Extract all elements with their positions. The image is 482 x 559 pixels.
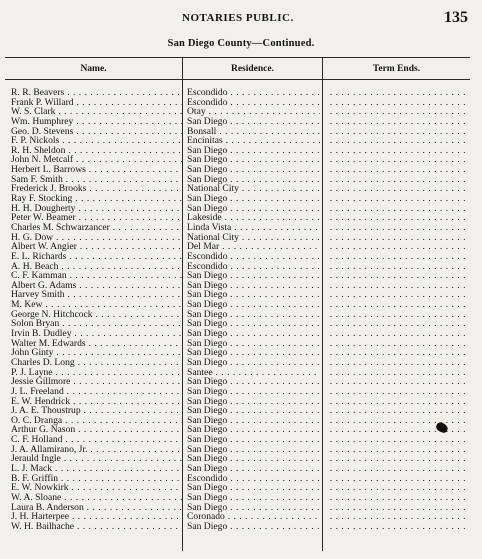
table-row <box>5 107 470 117</box>
cell-residence: San Diego . . . <box>187 194 320 204</box>
cell-residence: San Diego . . . <box>187 310 320 320</box>
cell-residence: San Diego . . . <box>187 329 320 339</box>
cell-term <box>327 348 466 358</box>
cell-name: R. R. Beavers . . . <box>11 88 182 98</box>
table-row <box>5 242 470 252</box>
page-header <box>0 9 482 28</box>
cell-term <box>327 445 466 455</box>
notaries-table <box>5 57 470 551</box>
table-row <box>5 127 470 137</box>
cell-term <box>327 107 466 117</box>
cell-residence: Escondido . . . <box>187 262 320 272</box>
table-row <box>5 146 470 156</box>
cell-name: O. C. Dranga . . . <box>11 416 182 426</box>
table-row <box>5 435 470 445</box>
cell-term <box>327 146 466 156</box>
cell-residence: Del Mar . . . <box>187 242 320 252</box>
cell-residence: San Diego . . . <box>187 522 320 532</box>
table-row <box>5 223 470 233</box>
cell-term <box>327 435 466 445</box>
cell-name: Herbert L. Barrows . . . <box>11 165 182 175</box>
cell-name: Irvin B. Dudley . . . <box>11 329 182 339</box>
table-row <box>5 98 470 108</box>
cell-residence: San Diego . . . <box>187 348 320 358</box>
cell-term <box>327 522 466 532</box>
table-row <box>5 310 470 320</box>
cell-name: P. J. Layne . . . <box>11 368 182 378</box>
cell-residence: San Diego . . . <box>187 300 320 310</box>
cell-term <box>327 387 466 397</box>
table-row <box>5 165 470 175</box>
table-row <box>5 416 470 426</box>
cell-residence: National City . . . <box>187 233 320 243</box>
table-row <box>5 271 470 281</box>
table-row <box>5 445 470 455</box>
cell-term <box>327 454 466 464</box>
cell-term <box>327 262 466 272</box>
cell-name: W. S. Clark . . . <box>11 107 182 117</box>
table-row <box>5 233 470 243</box>
cell-term <box>327 339 466 349</box>
cell-residence: San Diego . . . <box>187 358 320 368</box>
cell-name: F. P. Nickols . . . <box>11 136 182 146</box>
cell-name: C. F. Holland . . . <box>11 435 182 445</box>
cell-residence: Escondido . . . <box>187 88 320 98</box>
cell-residence: National City . . . <box>187 184 320 194</box>
cell-residence: San Diego . . . <box>187 387 320 397</box>
cell-name: W. H. Bailhache . . . <box>11 522 182 532</box>
cell-name: Peter W. Beamer . . . <box>11 213 182 223</box>
table-row <box>5 368 470 378</box>
cell-name: B. F. Griffin . . . <box>11 474 182 484</box>
cell-term <box>327 233 466 243</box>
cell-residence: San Diego . . . <box>187 117 320 127</box>
cell-name: J. L. Freeland . . . <box>11 387 182 397</box>
table-row <box>5 493 470 503</box>
cell-name: M. Kew . . . <box>11 300 182 310</box>
cell-residence: San Diego . . . <box>187 503 320 513</box>
cell-name: Frederick J. Brooks . . . <box>11 184 182 194</box>
cell-residence: Lakeside . . . <box>187 213 320 223</box>
cell-residence: Bonsall . . . <box>187 127 320 137</box>
table-row <box>5 358 470 368</box>
cell-name: H. H. Dougherty . . . <box>11 204 182 214</box>
column-header-name: Name. <box>80 64 107 74</box>
cell-name: Arthur G. Nason . . . <box>11 425 182 435</box>
cell-residence: Coronado . . . <box>187 512 320 522</box>
cell-term <box>327 204 466 214</box>
section-subtitle: San Diego County—Continued. <box>167 38 315 49</box>
table-row <box>5 464 470 474</box>
table-row <box>5 397 470 407</box>
table-row <box>5 155 470 165</box>
cell-term <box>327 223 466 233</box>
cell-name: L. J. Mack . . . <box>11 464 182 474</box>
cell-residence: San Diego . . . <box>187 483 320 493</box>
cell-name: Solon Bryan . . . <box>11 319 182 329</box>
cell-residence: Escondido . . . <box>187 474 320 484</box>
cell-residence: San Diego . . . <box>187 290 320 300</box>
cell-name: J. A. E. Thoustrup . . . <box>11 406 182 416</box>
cell-term <box>327 117 466 127</box>
table-row <box>5 387 470 397</box>
cell-name: H. G. Dow . . . <box>11 233 182 243</box>
table-row <box>5 319 470 329</box>
cell-residence: Otay . . . <box>187 107 320 117</box>
cell-name: E. L. Richards . . . <box>11 252 182 262</box>
cell-name: Wm. Humphrey . . . <box>11 117 182 127</box>
cell-term <box>327 483 466 493</box>
cell-term <box>327 290 466 300</box>
cell-term <box>327 358 466 368</box>
cell-term <box>327 242 466 252</box>
cell-residence: San Diego . . . <box>187 165 320 175</box>
table-row <box>5 262 470 272</box>
cell-term <box>327 503 466 513</box>
cell-term <box>327 493 466 503</box>
cell-term <box>327 474 466 484</box>
cell-name: A. H. Beach . . . <box>11 262 182 272</box>
cell-name: W. A. Sloane . . . <box>11 493 182 503</box>
table-row <box>5 377 470 387</box>
cell-name: R. H. Sheldon . . . <box>11 146 182 156</box>
cell-term <box>327 98 466 108</box>
table-top-rule <box>5 57 470 58</box>
cell-name: Jessie Gillmore . . . <box>11 377 182 387</box>
table-row <box>5 175 470 185</box>
table-row <box>5 425 470 435</box>
cell-term <box>327 329 466 339</box>
table-row <box>5 252 470 262</box>
cell-name: John Ginty . . . <box>11 348 182 358</box>
column-header-residence: Residence. <box>230 64 274 74</box>
cell-term <box>327 184 466 194</box>
cell-residence: San Diego . . . <box>187 435 320 445</box>
table-row <box>5 512 470 522</box>
cell-name: J. H. Harterpee . . . <box>11 512 182 522</box>
table-row <box>5 204 470 214</box>
cell-name: Laura B. Anderson . . . <box>11 503 182 513</box>
cell-residence: Escondido . . . <box>187 252 320 262</box>
cell-name: E. W. Hendrick . . . <box>11 397 182 407</box>
cell-name: Harvey Smith . . . <box>11 290 182 300</box>
cell-residence: San Diego . . . <box>187 445 320 455</box>
cell-term <box>327 194 466 204</box>
cell-residence: San Diego . . . <box>187 406 320 416</box>
cell-name: E. W. Nowkirk . . . <box>11 483 182 493</box>
cell-residence: Encinitas . . . <box>187 136 320 146</box>
table-row <box>5 281 470 291</box>
table-row <box>5 339 470 349</box>
header-bottom-rule <box>5 79 470 80</box>
cell-name: Charles M. Schwarzancer . . . <box>11 223 182 233</box>
cell-name: Frank P. Willard . . . <box>11 98 182 108</box>
table-row <box>5 474 470 484</box>
cell-term <box>327 397 466 407</box>
cell-name: Sam F. Smith . . . <box>11 175 182 185</box>
cell-name: Charles D. Long . . . <box>11 358 182 368</box>
cell-residence: Linda Vista . . . <box>187 223 320 233</box>
table-row <box>5 522 470 532</box>
table-row <box>5 454 470 464</box>
table-row <box>5 503 470 513</box>
cell-term <box>327 300 466 310</box>
table-row <box>5 348 470 358</box>
cell-residence: San Diego . . . <box>187 464 320 474</box>
table-row <box>5 329 470 339</box>
table-row <box>5 483 470 493</box>
cell-name: C. F. Kamman . . . <box>11 271 182 281</box>
cell-term <box>327 165 466 175</box>
table-row <box>5 300 470 310</box>
running-title: NOTARIES PUBLIC. <box>182 12 294 24</box>
table-row <box>5 213 470 223</box>
cell-name: George N. Hitchcock . . . <box>11 310 182 320</box>
cell-residence: San Diego . . . <box>187 397 320 407</box>
cell-name: Walter M. Edwards . . . <box>11 339 182 349</box>
cell-residence: San Diego . . . <box>187 281 320 291</box>
cell-residence: San Diego . . . <box>187 454 320 464</box>
cell-name: Albert W. Angier . . . <box>11 242 182 252</box>
cell-name: John N. Metcalf . . . <box>11 155 182 165</box>
cell-name: Jerauld Ingle . . . <box>11 454 182 464</box>
column-header-term: Term Ends. <box>372 64 421 74</box>
cell-term <box>327 213 466 223</box>
table-body <box>5 88 470 531</box>
cell-residence: San Diego . . . <box>187 204 320 214</box>
table-row <box>5 136 470 146</box>
cell-term <box>327 464 466 474</box>
cell-term <box>327 319 466 329</box>
cell-term <box>327 368 466 378</box>
cell-term <box>327 512 466 522</box>
cell-name: Albert G. Adams . . . <box>11 281 182 291</box>
cell-name: Geo. D. Stevens . . . <box>11 127 182 137</box>
cell-term <box>327 127 466 137</box>
cell-term <box>327 136 466 146</box>
cell-term <box>327 271 466 281</box>
cell-term <box>327 310 466 320</box>
cell-residence: San Diego . . . <box>187 175 320 185</box>
cell-residence: San Diego . . . <box>187 493 320 503</box>
cell-term <box>327 406 466 416</box>
cell-term <box>327 252 466 262</box>
table-row <box>5 117 470 127</box>
cell-name: J. A. Allamirano, Jr. . . . <box>11 445 182 455</box>
cell-name: Ray F. Stocking . . . <box>11 194 182 204</box>
page-number: 135 <box>444 9 468 26</box>
cell-term <box>327 88 466 98</box>
table-row <box>5 194 470 204</box>
cell-residence: San Diego . . . <box>187 425 320 435</box>
cell-residence: San Diego . . . <box>187 377 320 387</box>
cell-residence: San Diego . . . <box>187 146 320 156</box>
cell-term <box>327 281 466 291</box>
table-row <box>5 88 470 98</box>
cell-residence: San Diego . . . <box>187 155 320 165</box>
cell-residence: San Diego . . . <box>187 339 320 349</box>
cell-residence: San Diego . . . <box>187 271 320 281</box>
cell-residence: San Diego . . . <box>187 416 320 426</box>
table-row <box>5 184 470 194</box>
cell-term <box>327 377 466 387</box>
cell-residence: San Diego . . . <box>187 319 320 329</box>
cell-term <box>327 155 466 165</box>
cell-term <box>327 175 466 185</box>
table-row <box>5 290 470 300</box>
table-row <box>5 406 470 416</box>
cell-residence: Santee . . . <box>187 368 320 378</box>
cell-residence: Escondido . . . <box>187 98 320 108</box>
